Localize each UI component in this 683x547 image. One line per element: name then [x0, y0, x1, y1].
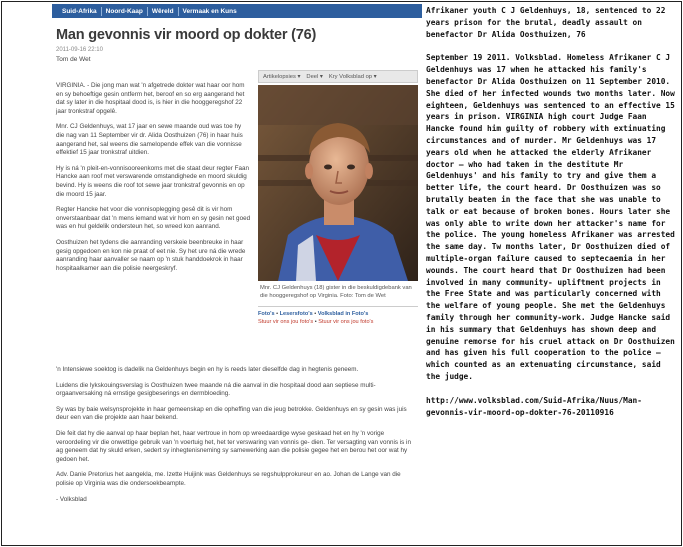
article-headline: Man gevonnis vir moord op dokter (76) — [56, 27, 317, 43]
nav-wereld[interactable]: Wêreld — [148, 7, 179, 16]
get-volksblad-menu[interactable]: Kry Volksblad op ▾ — [328, 73, 377, 80]
nav-vermaak-en-kuns[interactable]: Vermaak en Kuns — [182, 7, 237, 15]
link-submit-photo-1[interactable]: Stuur vir ons jou foto's — [258, 319, 314, 326]
english-summary — [426, 5, 679, 418]
photo-caption: Mnr. CJ Geldenhuys (18) gister in die beskuldigdebank van die hooggeregshof op Virginia. Foto: Tom de Wet — [260, 285, 412, 299]
article-toolbar — [258, 70, 418, 83]
news-article — [52, 4, 422, 544]
article-source: - Volksblad — [56, 495, 87, 503]
paragraph: Hy is ná 'n pleit-en-vonnisooreenkoms met die staat deur regter Faan Hancke aan roof met verswarende omstandighede en moord skuldig bevind. Hy is weens die roof tot sewe jaar tronkstraf gevonnis en op die moord 15 jaar. — [56, 164, 250, 198]
link-fotos[interactable]: Foto's — [258, 311, 275, 318]
nav-noord-kaap[interactable]: Noord-Kaap — [102, 7, 148, 16]
link-volksblad-in-fotos[interactable]: Volksblad in Foto's — [317, 311, 369, 318]
summary-body: September 19 2011. Volksblad. Homeless Afrikaner C J Geldenhuys was 17 when he attacked his family's benefactor Dr Alida Oosthuizen on 11 September 2010. She died of her infected wounds two months later. Now eighteen, Geldenhuys was sentenced to an effective 15 years in prison. VIRGINIA high court Judge Faan Hancke found him guilty of robbery with extinuating circumstances and of murder. Mr Geldenhuys was 17 years old when he attacked the elderly Afrikaner doctor – who had taken in the destitute Mr Geldenhuys' and his family to try and give them a better life, the court heard. Dr Oosthuizen was so brutally beaten in the face that she was unable to talk or eat because of broken bones. Hours later she was only able to write down her attacker's name for the police. The young homeless Afrikaner was arrested the same day. Tw months later, Dr Oosthuizen died of multiple-organ failure caused to septecaemia in her wounds. The court heard that Dr Oosthuizen had been involved in many community- upliftment projects in the Free State and was particularly concerned with the welfare of young people. She met the Geldenhuys family through her community-work. Judge Hancke said in his summary that Geldenhuys has shown deep and genuine remorse for his cruel attack on Dr Oosthuizen and has given his full cooperation to the police – which counted as an extenuating circumstance, said the judge. — [426, 53, 675, 381]
paragraph: 'n Intensiewe soektog is dadelik na Geldenhuys begin en hy is reeds later dieselfde dag in hegtenis geneem. — [56, 366, 359, 373]
paragraph: Regter Hancke het voor die vonnisoplegging gesê dit is vir hom onverstaanbaar dat 'n mens iemand wat vir hom en sy gesin net goed was en hul geldelik ondersteun het, so wreed kon aanrand. — [56, 206, 251, 231]
share-menu[interactable]: Deel ▾ — [306, 73, 323, 80]
link-lesersfotos[interactable]: Lesersfoto's — [279, 311, 313, 318]
paragraph: Die feit dat hy die aanval op haar beplan het, haar vertroue in hom op wreedaardige wyse geskaad het en hy 'n vorige veroordeling vir die onwettige gebruik van 'n voertuig het, het ter verswaring van vonnis ge- dien. Ter versagting van vonnis is in ag geneem dat hy skuld erken, sedert sy inhegtenisneming sy samewerking aan die polisie gegee het en berou het oor wat hy gedoen het. — [56, 429, 411, 463]
nav-suid-afrika[interactable]: Suid-Afrika — [58, 7, 102, 16]
article-photo[interactable] — [258, 85, 418, 281]
paragraph: Mnr. CJ Geldenhuys, wat 17 jaar en sewe maande oud was toe hy die nag van 11 September vir dr. Alida Oosthuizen (76) in haar huis aangerand het, sal weens die samelopende effek van die vonnisse effektief 15 jaar tronkstraf uitdien. — [56, 123, 243, 157]
article-options-menu[interactable]: Artikelopsies ▾ — [263, 73, 301, 80]
article-body-full — [56, 366, 416, 511]
paragraph: VIRGINIA. - Die jong man wat 'n afgetrede dokter wat haar oor hom en sy behoeftige gesin ontferm het, beroof en so erg aangerand het dat sy later in die hospitaal dood is, is hier in die hooggeregshof 22 jaar tronkstraf opgelê. — [56, 82, 245, 115]
paragraph: Oosthuizen het tydens die aanranding verskeie beenbreuke in haar gesig opgedoen en kon nie praat of eet nie. Sy het ure ná die wrede aanranding haar aanvaller se naam op 'n stuk handdoekrok in haar hospitaalkamer aan die polisie neergeskryf. — [56, 238, 246, 272]
link-submit-photo-2[interactable]: Stuur vir ons jou foto's — [318, 319, 374, 326]
summary-intro: Afrikaner youth C J Geldenhuys, 18, sentenced to 22 years prison for the brutal, deadly assault on benefactor Dr Alida Oosthuizen, 76 — [426, 6, 666, 39]
top-navigation — [52, 4, 422, 18]
photo-links: Foto's • Lesersfoto's • Volksblad in Foto's Stuur vir ons jou foto's • Stuur vir ons jou foto's — [258, 306, 418, 326]
paragraph: Adv. Danie Pretorius het aangekla, me. Izette Huijink was Geldenhuys se regshulpprokureur en ao. Johan de Lange van die polisie op Virginia was die ondersoekbeampte. — [56, 471, 401, 487]
paragraph: Sy was by baie welsynsprojekte in haar gemeenskap en die opheffing van die jeug betrokke. Geldenhuys en sy gesin was juis deur een van die projekte aan haar bekend. — [56, 405, 407, 422]
photo-box — [258, 70, 418, 326]
paragraph: Luidens die lykskouingsverslag is Oosthuizen twee maande ná die aanval in die hospitaal dood aan septiese multi-orgaanversaking ná ernstige gesigbeserings en dermbloeding. — [56, 381, 376, 398]
article-date: 2011-09-16 22:10 — [56, 47, 103, 53]
source-url-link[interactable]: http://www.volksblad.com/Suid-Afrika/Nuus/Man-gevonnis-vir-moord-op-dokter-76-20110916 — [426, 395, 642, 417]
article-body-left — [56, 82, 251, 280]
article-author: Tom de Wet — [56, 56, 91, 63]
portrait-image — [258, 85, 418, 281]
